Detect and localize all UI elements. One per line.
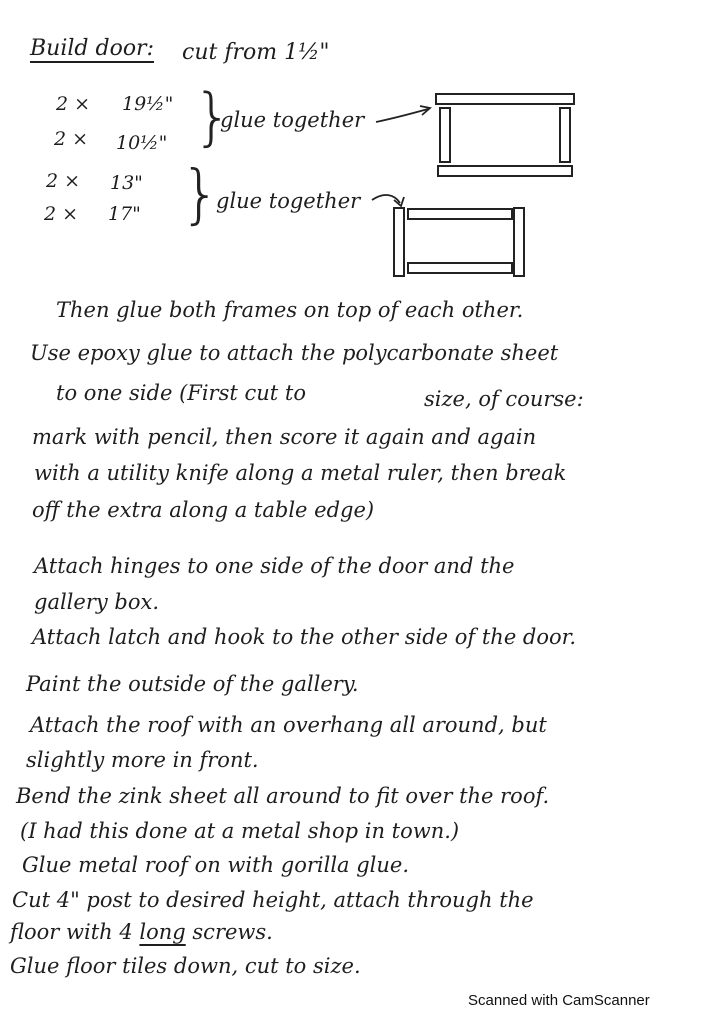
step-line-8: gallery box.	[34, 590, 160, 614]
step-line-17	[10, 922, 273, 943]
step-line-1: Then glue both frames on top of each other.	[56, 298, 524, 322]
cut-qty-1: 2 ×	[56, 93, 91, 115]
step-line-16: Cut 4" post to desired height, attach through the	[12, 888, 534, 912]
step-line-15: Glue metal roof on with gorilla glue.	[22, 853, 410, 877]
cut-length-1: 19½"	[122, 93, 174, 115]
step-line-12: slightly more in front.	[26, 748, 259, 772]
step-line-4: mark with pencil, then score it again and again	[32, 425, 537, 449]
step-line-3b: size, of course:	[424, 387, 584, 411]
cut-qty-4: 2 ×	[44, 203, 79, 225]
arrow-1	[376, 109, 428, 122]
cut-qty-2: 2 ×	[54, 128, 89, 150]
step-line-10: Paint the outside of the gallery.	[26, 672, 359, 696]
heading-subtitle: cut from 1½"	[182, 40, 330, 65]
step-line-6: off the extra along a table edge)	[32, 498, 375, 522]
step-line-13: Bend the zink sheet all around to fit over the roof.	[16, 784, 550, 808]
step-line-18: Glue floor tiles down, cut to size.	[10, 954, 361, 978]
brace-2: }	[180, 158, 221, 232]
scanner-watermark: Scanned with CamScanner	[468, 992, 650, 1009]
step-line-17-b: long	[139, 920, 186, 944]
glue-note-2: glue together	[216, 189, 361, 213]
step-line-17-a: floor with 4	[10, 920, 133, 944]
heading-title: Build door:	[30, 36, 154, 61]
step-line-2: Use epoxy glue to attach the polycarbonate sheet	[30, 341, 559, 365]
frame-sketch-2	[394, 208, 524, 276]
frame-sketches	[0, 0, 724, 300]
glue-note-1: glue together	[220, 108, 365, 132]
step-line-11: Attach the roof with an overhang all around, but	[30, 713, 547, 737]
step-line-5: with a utility knife along a metal ruler, then break	[34, 461, 567, 485]
frame-sketch-1	[436, 94, 574, 176]
step-line-7: Attach hinges to one side of the door and the	[34, 554, 515, 578]
step-line-9: Attach latch and hook to the other side of the door.	[32, 625, 577, 649]
cut-length-4: 17"	[108, 203, 141, 225]
step-line-3: to one side (First cut to	[56, 381, 306, 405]
brace-1: }	[193, 80, 233, 153]
step-line-17-c: screws.	[192, 920, 273, 944]
cut-length-3: 13"	[110, 172, 143, 194]
step-line-14: (I had this done at a metal shop in town.)	[20, 819, 460, 843]
cut-length-2: 10½"	[116, 132, 168, 154]
cut-qty-3: 2 ×	[46, 170, 81, 192]
